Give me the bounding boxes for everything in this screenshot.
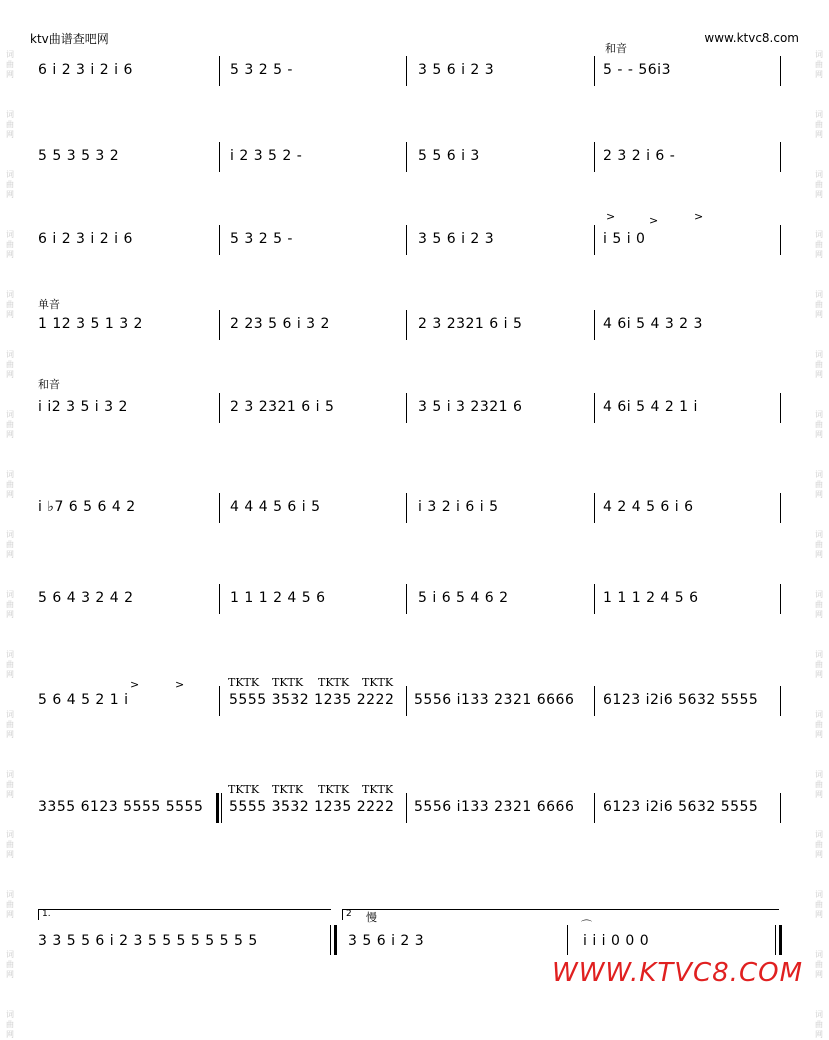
- barline: [594, 493, 595, 523]
- watermark-glyphs: 词 曲 网: [815, 110, 823, 139]
- articulation-tktk: TKTK: [318, 783, 350, 796]
- watermark-glyphs: 词 曲 网: [6, 650, 14, 679]
- barline: [219, 686, 220, 716]
- barline: [780, 686, 781, 716]
- measure: 4 4 4 5 6 i 5: [230, 499, 321, 515]
- measure: 2 23 5 6 i 3 2: [230, 316, 330, 332]
- barline: [567, 925, 568, 955]
- measure: i 2 3 5 2 -: [230, 148, 303, 164]
- barline: [406, 584, 407, 614]
- measure: 2 3 2321 6 i 5: [230, 399, 335, 415]
- barline: [406, 393, 407, 423]
- watermark-glyphs: 词 曲 网: [815, 410, 823, 439]
- watermark-glyphs: 词 曲 网: [6, 890, 14, 919]
- articulation-tktk: TKTK: [362, 783, 394, 796]
- watermark-glyphs: 词 曲 网: [815, 710, 823, 739]
- site-brand-footer: WWW.KTVC8.COM: [552, 958, 803, 988]
- fermata-mark: ⌒: [581, 919, 592, 932]
- barline: [594, 310, 595, 340]
- site-url-right: www.ktvc8.com: [704, 31, 799, 45]
- articulation-tktk: TKTK: [362, 676, 394, 689]
- watermark-glyphs: 词 曲 网: [6, 530, 14, 559]
- watermark-glyphs: 词 曲 网: [815, 470, 823, 499]
- barline: [219, 225, 220, 255]
- barline: [594, 793, 595, 823]
- measure: 4 2 4 5 6 i 6: [603, 499, 694, 515]
- measure: 2 3 2 i 6 -: [603, 148, 676, 164]
- articulation-tktk: TKTK: [272, 783, 304, 796]
- watermark-glyphs: 词 曲 网: [6, 290, 14, 319]
- watermark-glyphs: 词 曲 网: [6, 590, 14, 619]
- measure: 3 5 6 i 2 3: [418, 231, 495, 247]
- watermark-glyphs: 词 曲 网: [815, 350, 823, 379]
- accent-mark: >: [606, 210, 616, 223]
- final-barline: [775, 925, 776, 955]
- watermark-glyphs: 词 曲 网: [815, 650, 823, 679]
- repeat-end-barline: [330, 925, 331, 955]
- site-name-left: ktv曲谱查吧网: [30, 32, 109, 46]
- watermark-glyphs: 词 曲 网: [6, 50, 14, 79]
- measure: 6 i 2 3 i 2 i 6: [38, 62, 133, 78]
- watermark-glyphs: 词 曲 网: [6, 410, 14, 439]
- watermark-glyphs: 词 曲 网: [6, 950, 14, 979]
- barline: [780, 225, 781, 255]
- measure: 4 6i 5 4 2 1 i: [603, 399, 698, 415]
- repeat-start-barline: [216, 793, 219, 823]
- barline: [406, 56, 407, 86]
- barline: [219, 142, 220, 172]
- barline: [780, 56, 781, 86]
- barline: [780, 493, 781, 523]
- barline: [780, 584, 781, 614]
- watermark-glyphs: 词 曲 网: [6, 470, 14, 499]
- watermark-glyphs: 词 曲 网: [815, 770, 823, 799]
- measure: 3 5 6 i 2 3: [348, 933, 425, 949]
- watermark-glyphs: 词 曲 网: [6, 1010, 14, 1039]
- barline: [406, 686, 407, 716]
- measure: 6123 i2i6 5632 5555: [603, 692, 759, 708]
- measure: 5556 i133 2321 6666: [414, 799, 575, 815]
- measure: 3 5 6 i 2 3: [418, 62, 495, 78]
- measure: i i2 3 5 i 3 2: [38, 399, 128, 415]
- barline: [594, 393, 595, 423]
- measure: 1 12 3 5 1 3 2: [38, 316, 143, 332]
- articulation-tktk: TKTK: [228, 676, 260, 689]
- measure: 5556 i133 2321 6666: [414, 692, 575, 708]
- slow-label: 慢: [366, 911, 377, 924]
- barline: [406, 142, 407, 172]
- measure: 1 1 1 2 4 5 6: [230, 590, 326, 606]
- accent-mark: >: [694, 210, 704, 223]
- watermark-glyphs: 词 曲 网: [6, 830, 14, 859]
- barline: [594, 225, 595, 255]
- watermark-glyphs: 词 曲 网: [815, 230, 823, 259]
- watermark-glyphs: 词 曲 网: [815, 830, 823, 859]
- watermark-glyphs: 词 曲 网: [815, 50, 823, 79]
- barline: [780, 142, 781, 172]
- accent-mark: >: [130, 678, 140, 691]
- watermark-glyphs: 词 曲 网: [6, 350, 14, 379]
- measure: 5 i 6 5 4 6 2: [418, 590, 509, 606]
- measure: 6123 i2i6 5632 5555: [603, 799, 759, 815]
- measure: 5555 3532 1235 2222: [229, 692, 395, 708]
- barline: [780, 793, 781, 823]
- watermark-glyphs: 词 曲 网: [815, 950, 823, 979]
- articulation-tktk: TKTK: [318, 676, 350, 689]
- measure: 1 1 1 2 4 5 6: [603, 590, 699, 606]
- left-watermark-strip: [0, 0, 20, 1039]
- watermark-glyphs: 词 曲 网: [815, 890, 823, 919]
- final-barline-thick: [779, 925, 782, 955]
- measure: 5 6 4 3 2 4 2: [38, 590, 134, 606]
- watermark-glyphs: 词 曲 网: [815, 290, 823, 319]
- barline: [406, 225, 407, 255]
- barline: [594, 56, 595, 86]
- measure: 5 5 3 5 3 2: [38, 148, 120, 164]
- watermark-glyphs: 词 曲 网: [815, 170, 823, 199]
- barline: [594, 584, 595, 614]
- volta-1-bracket: [38, 909, 331, 920]
- barline: [594, 142, 595, 172]
- measure: 5 - - 56i3: [603, 62, 671, 78]
- watermark-glyphs: 词 曲 网: [815, 590, 823, 619]
- volta-2-label: 2: [346, 909, 352, 919]
- watermark-glyphs: 词 曲 网: [6, 710, 14, 739]
- volta-2-bracket: [342, 909, 779, 920]
- measure: i 3 2 i 6 i 5: [418, 499, 499, 515]
- measure: 5 3 2 5 -: [230, 62, 293, 78]
- measure: 5555 3532 1235 2222: [229, 799, 395, 815]
- barline: [406, 493, 407, 523]
- barline: [406, 793, 407, 823]
- watermark-glyphs: 词 曲 网: [6, 170, 14, 199]
- barline: [219, 493, 220, 523]
- measure: 6 i 2 3 i 2 i 6: [38, 231, 133, 247]
- watermark-glyphs: 词 曲 网: [815, 530, 823, 559]
- repeat-end-barline-thick: [334, 925, 337, 955]
- measure: 5 5 6 i 3: [418, 148, 480, 164]
- watermark-glyphs: 词 曲 网: [6, 230, 14, 259]
- right-watermark-strip: [809, 0, 829, 1039]
- watermark-glyphs: 词 曲 网: [6, 770, 14, 799]
- barline: [219, 584, 220, 614]
- single-voice-label: 单音: [38, 298, 60, 311]
- articulation-tktk: TKTK: [272, 676, 304, 689]
- volta-1-label: 1.: [42, 909, 51, 919]
- measure: 5 6 4 5 2 1 i: [38, 692, 129, 708]
- barline: [780, 393, 781, 423]
- barline: [406, 310, 407, 340]
- articulation-tktk: TKTK: [228, 783, 260, 796]
- measure: 2 3 2321 6 i 5: [418, 316, 523, 332]
- barline: [221, 793, 222, 823]
- barline: [594, 686, 595, 716]
- barline: [219, 56, 220, 86]
- harmony-label: 和音: [605, 42, 627, 55]
- watermark-glyphs: 词 曲 网: [6, 110, 14, 139]
- barline: [219, 310, 220, 340]
- harmony-label-2: 和音: [38, 378, 60, 391]
- barline: [219, 393, 220, 423]
- measure: 3 3 5 5 6 i 2 3 5 5 5 5 5 5 5 5: [38, 933, 258, 949]
- measure: i ♭7 6 5 6 4 2: [38, 499, 136, 515]
- measure: i 5 i 0: [603, 231, 646, 247]
- measure: 3 5 i 3 2321 6: [418, 399, 523, 415]
- watermark-glyphs: 词 曲 网: [815, 1010, 823, 1039]
- accent-mark: >: [649, 214, 659, 227]
- measure: 3355 6123 5555 5555: [38, 799, 204, 815]
- measure: 5 3 2 5 -: [230, 231, 293, 247]
- measure: i i i 0 0 0: [583, 933, 650, 949]
- measure: 4 6i 5 4 3 2 3: [603, 316, 703, 332]
- accent-mark: >: [175, 678, 185, 691]
